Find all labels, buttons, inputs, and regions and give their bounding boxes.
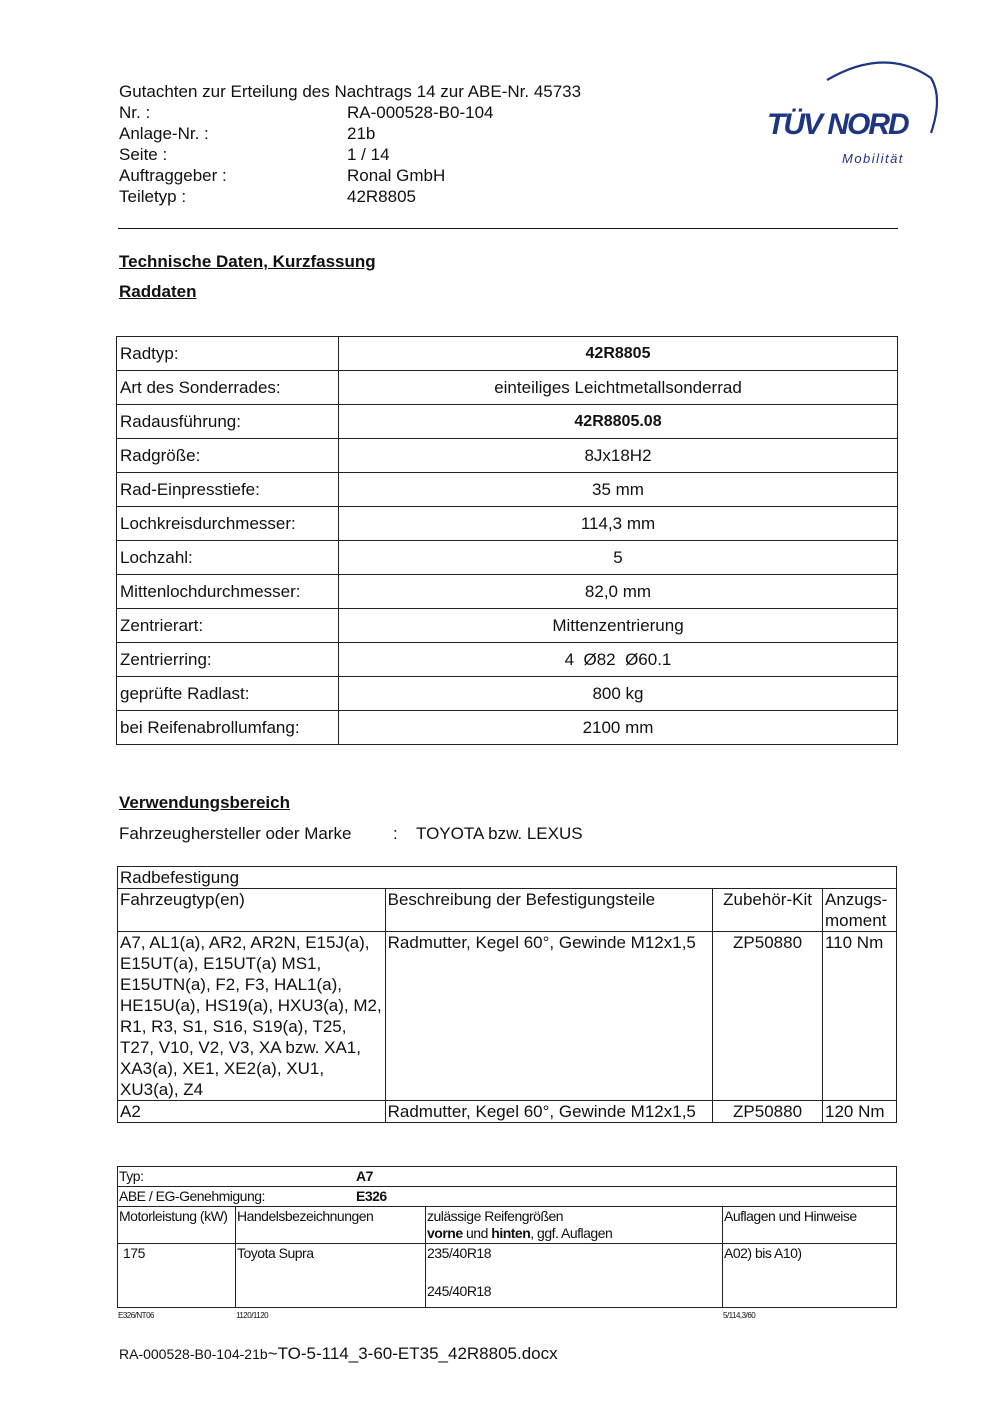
row-value: 35 mm xyxy=(339,473,898,507)
header-key: Seite : xyxy=(119,145,168,164)
footnote-code: 1120/1120 xyxy=(236,1311,269,1320)
table-row xyxy=(117,405,898,439)
table-row xyxy=(117,643,898,677)
row-label: Radtyp: xyxy=(117,337,339,371)
header-row-anlage xyxy=(119,123,581,144)
abe-cell xyxy=(118,1187,897,1207)
accessory-kit: ZP50880 xyxy=(713,932,823,1101)
footnote-code: E326/NT06 xyxy=(118,1311,154,1320)
tyre-header-rest: , ggf. Auflagen xyxy=(530,1225,613,1241)
header-key: Auftraggeber : xyxy=(119,166,227,185)
header-value: 1 / 14 xyxy=(347,145,390,164)
document-footer xyxy=(119,1344,558,1364)
column-header: Handelsbezeichnungen xyxy=(236,1207,426,1244)
row-label: Lochkreisdurchmesser: xyxy=(117,507,339,541)
header-value: Ronal GmbH xyxy=(347,166,446,185)
row-value: 114,3 mm xyxy=(339,507,898,541)
section-heading-verwendung: Verwendungsbereich xyxy=(119,793,290,812)
fastener-description: Radmutter, Kegel 60°, Gewinde M12x1,5 xyxy=(385,932,712,1101)
typ-row xyxy=(118,1167,897,1187)
accessory-kit: ZP50880 xyxy=(713,1101,823,1123)
row-value: 800 kg xyxy=(339,677,898,711)
row-label: Radgröße: xyxy=(117,439,339,473)
header-row-teiletyp xyxy=(119,186,581,207)
row-value: 8Jx18H2 xyxy=(339,439,898,473)
typ-table xyxy=(117,1166,897,1308)
abe-value: E326 xyxy=(356,1188,387,1204)
typ-label: Typ: xyxy=(119,1168,144,1184)
manufacturer-separator: : xyxy=(393,824,398,843)
radbefestigung-table xyxy=(117,866,897,1123)
row-label: Art des Sonderrades: xyxy=(117,371,339,405)
row-label: Zentrierart: xyxy=(117,609,339,643)
section-heading-tech: Technische Daten, Kurzfassung xyxy=(119,252,376,271)
row-label: Zentrierring: xyxy=(117,643,339,677)
raddaten-table xyxy=(116,336,898,745)
document-header xyxy=(119,81,581,207)
table-row xyxy=(118,1101,897,1123)
header-value: 42R8805 xyxy=(347,187,417,206)
table-title: Radbefestigung xyxy=(118,867,897,889)
abe-label: ABE / EG-Genehmigung: xyxy=(119,1188,265,1204)
table-row xyxy=(117,575,898,609)
row-label: geprüfte Radlast: xyxy=(117,677,339,711)
header-row-seite xyxy=(119,144,581,165)
row-label: bei Reifenabrollumfang: xyxy=(117,711,339,745)
tyre-header-rear: hinten xyxy=(491,1225,531,1241)
torque: 120 Nm xyxy=(822,1101,896,1123)
header-divider xyxy=(118,228,898,229)
typ-cell xyxy=(118,1167,897,1187)
row-value: 42R8805.08 xyxy=(339,405,898,439)
table-header-row xyxy=(118,1207,897,1244)
row-label: Lochzahl: xyxy=(117,541,339,575)
table-row xyxy=(118,932,897,1101)
abe-row xyxy=(118,1187,897,1207)
row-label: Radausführung: xyxy=(117,405,339,439)
header-row-auftraggeber xyxy=(119,165,581,186)
notes: A02) bis A10) xyxy=(723,1244,897,1308)
fastener-description: Radmutter, Kegel 60°, Gewinde M12x1,5 xyxy=(385,1101,712,1123)
table-row xyxy=(118,1244,897,1308)
row-value: 42R8805 xyxy=(339,337,898,371)
row-value: 2100 mm xyxy=(339,711,898,745)
header-value: 21b xyxy=(347,124,376,143)
tyre-header-line1: zulässige Reifengrößen xyxy=(427,1208,564,1224)
vehicle-types: A7, AL1(a), AR2, AR2N, E15J(a), E15UT(a), E15UT(a) MS1, E15UTN(a), F2, F3, HAL1(a), HE15U(a), HS19(a), HXU3(a), M2, R1, R3, S1, S16, S19(a), T25, T27, V10, V2, V3, XA bzw. XA1, XA3(a), XE1, XE2(a), XU1, XU3(a), Z4 xyxy=(118,932,386,1101)
table-header-row xyxy=(118,889,897,932)
logo-subtitle: Mobilität xyxy=(842,151,904,166)
column-header: Zubehör-Kit xyxy=(713,889,823,932)
table-row xyxy=(117,677,898,711)
power-kw: 175 xyxy=(118,1244,236,1308)
table-row xyxy=(117,473,898,507)
manufacturer-label: Fahrzeughersteller oder Marke xyxy=(119,824,352,843)
header-row-nr xyxy=(119,102,581,123)
torque: 110 Nm xyxy=(822,932,896,1101)
column-header-tyres xyxy=(426,1207,723,1244)
row-value: einteiliges Leichtmetallsonderrad xyxy=(339,371,898,405)
manufacturer-value: TOYOTA bzw. LEXUS xyxy=(416,824,583,843)
tyre-sizes xyxy=(426,1244,723,1308)
column-header: Beschreibung der Befestigungsteile xyxy=(385,889,712,932)
tyre-size: 235/40R18 xyxy=(427,1245,492,1261)
tyre-size: 245/40R18 xyxy=(427,1283,492,1299)
table-row xyxy=(117,371,898,405)
row-label: Rad-Einpresstiefe: xyxy=(117,473,339,507)
tuev-nord-logo xyxy=(765,58,945,173)
row-value: Mittenzentrierung xyxy=(339,609,898,643)
column-header: Anzugs-moment xyxy=(822,889,896,932)
tyre-header-front: vorne xyxy=(427,1225,463,1241)
header-value: RA-000528-B0-104 xyxy=(347,103,494,122)
column-header: Motorleistung (kW) xyxy=(118,1207,236,1244)
trade-name: Toyota Supra xyxy=(236,1244,426,1308)
footer-prefix: RA-000528-B0-104-21b xyxy=(119,1346,268,1362)
row-label: Mittenlochdurchmesser: xyxy=(117,575,339,609)
logo-wordmark: TÜV NORD xyxy=(767,108,908,141)
table-row xyxy=(117,541,898,575)
table-row xyxy=(117,507,898,541)
section-heading-raddaten: Raddaten xyxy=(119,282,197,301)
table-row xyxy=(117,711,898,745)
typ-value: A7 xyxy=(356,1168,373,1184)
row-value: 4 Ø82 Ø60.1 xyxy=(339,643,898,677)
vehicle-types: A2 xyxy=(118,1101,386,1123)
tyre-header-and: und xyxy=(462,1225,492,1241)
header-key: Nr. : xyxy=(119,103,151,122)
header-key: Teiletyp : xyxy=(119,187,187,206)
row-value: 5 xyxy=(339,541,898,575)
table-row xyxy=(117,337,898,371)
row-value: 82,0 mm xyxy=(339,575,898,609)
table-row xyxy=(117,609,898,643)
report-title: Gutachten zur Erteilung des Nachtrags 14 zur ABE-Nr. 45733 xyxy=(119,82,582,101)
table-row xyxy=(117,439,898,473)
footnote-code: 5/114,3/60 xyxy=(723,1311,756,1320)
table-title-row xyxy=(118,867,897,889)
column-header: Fahrzeugtyp(en) xyxy=(118,889,386,932)
header-key: Anlage-Nr. : xyxy=(119,124,209,143)
column-header: Auflagen und Hinweise xyxy=(723,1207,897,1244)
footer-filename: ~TO-5-114_3-60-ET35_42R8805.docx xyxy=(267,1344,558,1363)
manufacturer-line xyxy=(119,824,583,844)
